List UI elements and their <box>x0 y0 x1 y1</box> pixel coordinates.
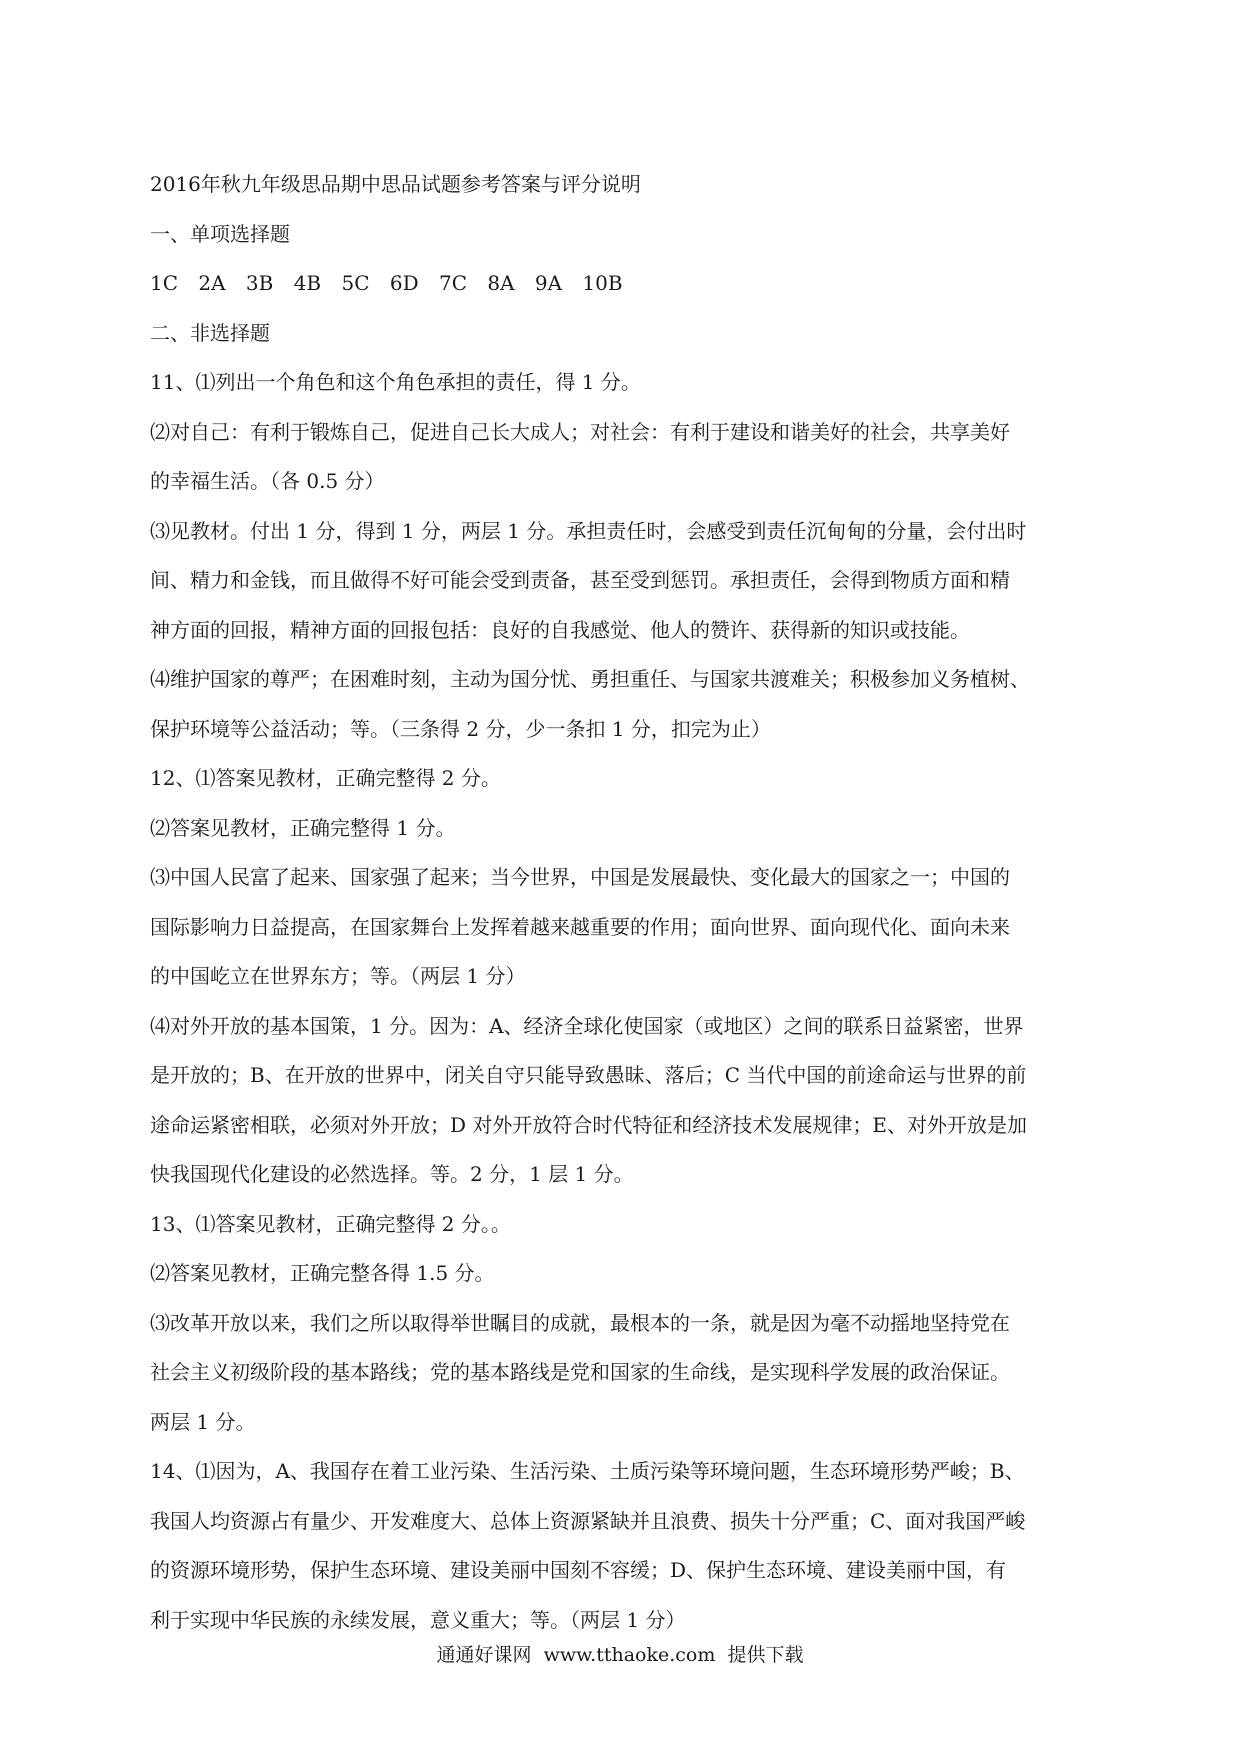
q12-part3-line1: ⑶中国人民富了起来、国家强了起来；当今世界，中国是发展最快、变化最大的国家之一；中国的 <box>150 865 1010 889</box>
q12-part3-line2: 国际影响力日益提高，在国家舞台上发挥着越来越重要的作用；面向世界、面向现代化、面向未来 <box>150 914 1010 939</box>
footer-credit: 通通好课网 www.tthaoke.com 提供下载 <box>436 1644 804 1666</box>
q12-part3-line3: 的中国屹立在世界东方；等。（两层 1 分） <box>150 964 526 988</box>
q13-part3-line1: ⑶改革开放以来，我们之所以取得举世瞩目的成就，最根本的一条，就是因为毫不动摇地坚持党在 <box>150 1310 1010 1335</box>
section-heading-single-choice: 一、单项选择题 <box>150 221 290 246</box>
q12-part4-line1: ⑷对外开放的基本国策，1 分。因为：A、经济全球化使国家（或地区）之间的联系日益紧密，世界 <box>150 1013 1024 1038</box>
q13-part3-line2: 社会主义初级阶段的基本路线；党的基本路线是党和国家的生命线，是实现科学发展的政治保证。 <box>150 1360 1010 1384</box>
q13-part2: ⑵答案见教材，正确完整各得 1.5 分。 <box>150 1261 495 1285</box>
q13-part3-line3: 两层 1 分。 <box>150 1409 256 1434</box>
q13-part1: 13、⑴答案见教材，正确完整得 2 分。。 <box>150 1211 511 1236</box>
section-heading-non-choice: 二、非选择题 <box>150 320 270 345</box>
q11-part4-line2: 保护环境等公益活动；等。（三条得 2 分，少一条扣 1 分，扣完为止） <box>150 716 771 741</box>
q14-part1-line2: 我国人均资源占有量少、开发难度大、总体上资源紧缺并且浪费、损失十分严重；C、面对我国严峻 <box>150 1508 1026 1533</box>
q12-part2: ⑵答案见教材，正确完整得 1 分。 <box>150 815 456 840</box>
q11-part2-line2: 的幸福生活。（各 0.5 分） <box>150 469 385 493</box>
q14-part1-line1: 14、⑴因为，A、我国存在着工业污染、生活污染、土质污染等环境问题，生态环境形势严峻；B、 <box>150 1459 1025 1483</box>
answer-key-page <box>150 160 1100 1645</box>
q12-part4-line3: 途命运紧密相联，必须对外开放；D 对外开放符合时代特征和经济技术发展规律；E、对外开放是加 <box>150 1112 1027 1137</box>
q12-part4-line4: 快我国现代化建设的必然选择。等。2 分，1 层 1 分。 <box>150 1162 634 1186</box>
answers-line: 1C 2A 3B 4B 5C 6D 7C 8A 9A 10B <box>150 271 623 295</box>
q11-part2-line1: ⑵对自己：有利于锻炼自己，促进自己长大成人；对社会：有利于建设和谐美好的社会，共享美好 <box>150 419 1010 444</box>
document-title: 2016年秋九年级思品期中思品试题参考答案与评分说明 <box>150 172 641 196</box>
q11-part3-line3: 神方面的回报，精神方面的回报包括：良好的自我感觉、他人的赞许、获得新的知识或技能。 <box>150 617 970 642</box>
q12-part4-line2: 是开放的；B、在开放的世界中，闭关自守只能导致愚昧、落后；C 当代中国的前途命运与世界的前 <box>150 1063 1027 1087</box>
q12-part1: 12、⑴答案见教材，正确完整得 2 分。 <box>150 766 501 790</box>
q11-part3-line1: ⑶见教材。付出 1 分，得到 1 分，两层 1 分。承担责任时，会感受到责任沉甸甸的分量，会付出时 <box>150 518 1027 543</box>
q11-part3-line2: 间、精力和金钱，而且做得不好可能会受到责备，甚至受到惩罚。承担责任，会得到物质方面和精 <box>150 568 1010 592</box>
q11-part1: 11、⑴列出一个角色和这个角色承担的责任，得 1 分。 <box>150 370 641 394</box>
q11-part4-line1: ⑷维护国家的尊严；在困难时刻，主动为国分忧、勇担重任、与国家共渡难关；积极参加义务植树、 <box>150 667 1030 691</box>
q14-part1-line3: 的资源环境形势，保护生态环境、建设美丽中国刻不容缓；D、保护生态环境、建设美丽中国，有 <box>150 1558 1007 1582</box>
q14-part1-line4: 利于实现中华民族的永续发展，意义重大；等。（两层 1 分） <box>150 1607 686 1632</box>
